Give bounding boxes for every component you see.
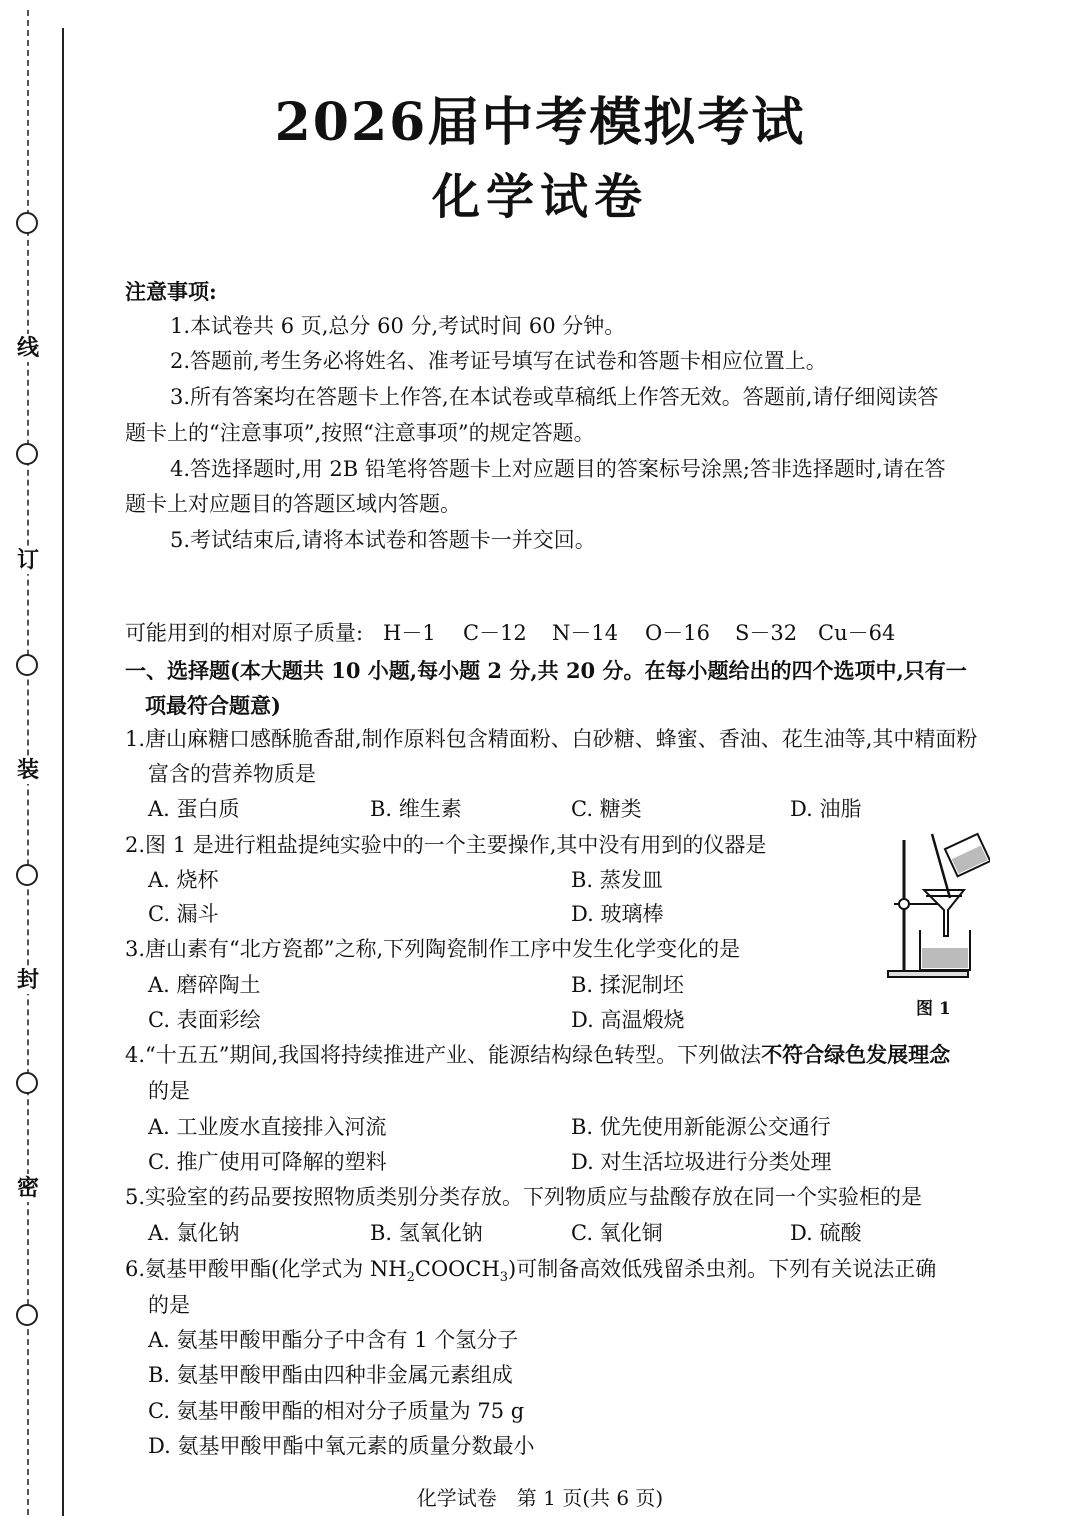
filtration-apparatus-figure (880, 826, 990, 986)
notice-item: 2.答题前,考生务必将姓名、准考证号填写在试卷和答题卡相应位置上。 (170, 349, 827, 373)
question-2-option-c: C. 漏斗 (148, 902, 219, 926)
question-2-option-d: D. 玻璃棒 (571, 902, 664, 926)
section-heading-cont: 项最符合题意) (145, 693, 281, 718)
binding-hole (16, 1072, 38, 1094)
binding-char-xian: 线 (14, 334, 42, 362)
binding-char-feng: 封 (14, 966, 42, 994)
question-6-option-d: D. 氨基甲酸甲酯中氧元素的质量分数最小 (148, 1434, 535, 1458)
question-1-stem-cont: 富含的营养物质是 (148, 762, 316, 786)
notice-heading: 注意事项: (125, 279, 217, 304)
notice-item: 4.答选择题时,用 2B 铅笔将答题卡上对应题目的答案标号涂黑;答非选择题时,请在答 (170, 457, 946, 481)
filtrate (922, 948, 968, 968)
question-3-option-c: C. 表面彩绘 (148, 1008, 261, 1032)
question-3-option-d: D. 高温煅烧 (571, 1008, 685, 1032)
exam-title: 2026届中考模拟考试 (274, 92, 806, 153)
atomic-mass-h: H－1 (383, 621, 436, 645)
question-1-option-b: B. 维生素 (370, 797, 462, 821)
section-heading: 一、选择题(本大题共 10 小题,每小题 2 分,共 20 分。在每小题给出的四个选项中,只有一 (125, 658, 967, 683)
atomic-mass-label: 可能用到的相对原子质量: (125, 621, 364, 645)
notice-item: 5.考试结束后,请将本试卷和答题卡一并交回。 (170, 528, 596, 552)
atomic-mass-n: N－14 (552, 621, 619, 645)
question-3-option-b: B. 揉泥制坯 (571, 973, 684, 997)
subject-title: 化学试卷 (431, 169, 648, 225)
notice-item: 1.本试卷共 6 页,总分 60 分,考试时间 60 分钟。 (170, 314, 626, 338)
question-6-option-a: A. 氨基甲酸甲酯分子中含有 1 个氢分子 (148, 1328, 519, 1352)
atomic-mass-c: C－12 (463, 621, 527, 645)
question-4-option-d: D. 对生活垃圾进行分类处理 (571, 1150, 832, 1174)
binding-char-mi: 密 (14, 1174, 42, 1202)
binding-hole (16, 1304, 38, 1326)
question-1-stem: 1.唐山麻糖口感酥脆香甜,制作原料包含精面粉、白砂糖、蜂蜜、香油、花生油等,其中精面粉 (125, 727, 978, 751)
question-5-option-c: C. 氧化铜 (571, 1221, 663, 1245)
question-3-stem: 3.唐山素有“北方瓷都”之称,下列陶瓷制作工序中发生化学变化的是 (125, 937, 741, 961)
question-4-option-c: C. 推广使用可降解的塑料 (148, 1150, 387, 1174)
question-3-option-a: A. 磨碎陶土 (148, 973, 261, 997)
question-6-stem-a: 6.氨基甲酸甲酯(化学式为 NH (125, 1257, 407, 1281)
question-1-option-c: C. 糖类 (571, 797, 642, 821)
figure-1-caption: 图 1 (916, 999, 951, 1019)
question-1-option-d: D. 油脂 (790, 797, 862, 821)
question-5-option-b: B. 氢氧化钠 (370, 1221, 483, 1245)
binding-char-ding: 订 (14, 546, 42, 574)
binding-hole (16, 864, 38, 886)
question-6-option-c: C. 氨基甲酸甲酯的相对分子质量为 75 g (148, 1399, 525, 1423)
clamp-knob (899, 899, 909, 909)
question-2-option-b: B. 蒸发皿 (571, 868, 663, 892)
question-4-option-a: A. 工业废水直接排入河流 (148, 1115, 387, 1139)
question-6-stem (125, 1254, 936, 1293)
atomic-mass-o: O－16 (645, 621, 710, 645)
page-footer: 化学试卷 第 1 页(共 6 页) (416, 1486, 664, 1510)
notice-item-cont: 题卡上的“注意事项”,按照“注意事项”的规定答题。 (125, 421, 595, 445)
question-6-stem-c: )可制备高效低残留杀虫剂。下列有关说法正确 (508, 1257, 937, 1281)
atomic-mass-s: S－32 (735, 621, 798, 645)
question-4-stem-cont: 的是 (148, 1079, 190, 1103)
binding-hole (16, 654, 38, 676)
question-2-option-a: A. 烧杯 (148, 868, 219, 892)
notice-item: 3.所有答案均在答题卡上作答,在本试卷或草稿纸上作答无效。答题前,请仔细阅读答 (170, 385, 939, 409)
question-6-stem-b: COOCH (414, 1257, 500, 1281)
question-2-stem: 2.图 1 是进行粗盐提纯实验中的一个主要操作,其中没有用到的仪器是 (125, 833, 767, 857)
question-5-option-d: D. 硫酸 (790, 1221, 862, 1245)
question-4-option-b: B. 优先使用新能源公交通行 (571, 1115, 831, 1139)
question-5-option-a: A. 氯化钠 (148, 1221, 240, 1245)
question-5-stem: 5.实验室的药品要按照物质类别分类存放。下列物质应与盐酸存放在同一个实验柜的是 (125, 1185, 923, 1209)
formula-subscript: 2 (406, 1270, 415, 1286)
notice-item-cont: 题卡上对应题目的答题区域内答题。 (125, 492, 461, 516)
binding-char-zhuang: 装 (14, 756, 42, 784)
question-6-option-b: B. 氨基甲酸甲酯由四种非金属元素组成 (148, 1363, 513, 1387)
atomic-mass-cu: Cu－64 (818, 621, 896, 645)
question-6-stem-cont: 的是 (148, 1293, 190, 1317)
formula-subscript: 3 (499, 1270, 509, 1286)
question-4-stem (125, 1040, 950, 1070)
stand-base (888, 971, 968, 977)
glass-rod (932, 834, 950, 898)
binding-solid-line (62, 28, 64, 1516)
question-4-stem-text: 4.“十五五”期间,我国将持续推进产业、能源结构绿色转型。下列做法 (125, 1043, 762, 1067)
question-4-emphasis: 不符合绿色发展理念 (761, 1042, 951, 1067)
binding-hole (16, 443, 38, 465)
question-1-option-a: A. 蛋白质 (148, 797, 240, 821)
